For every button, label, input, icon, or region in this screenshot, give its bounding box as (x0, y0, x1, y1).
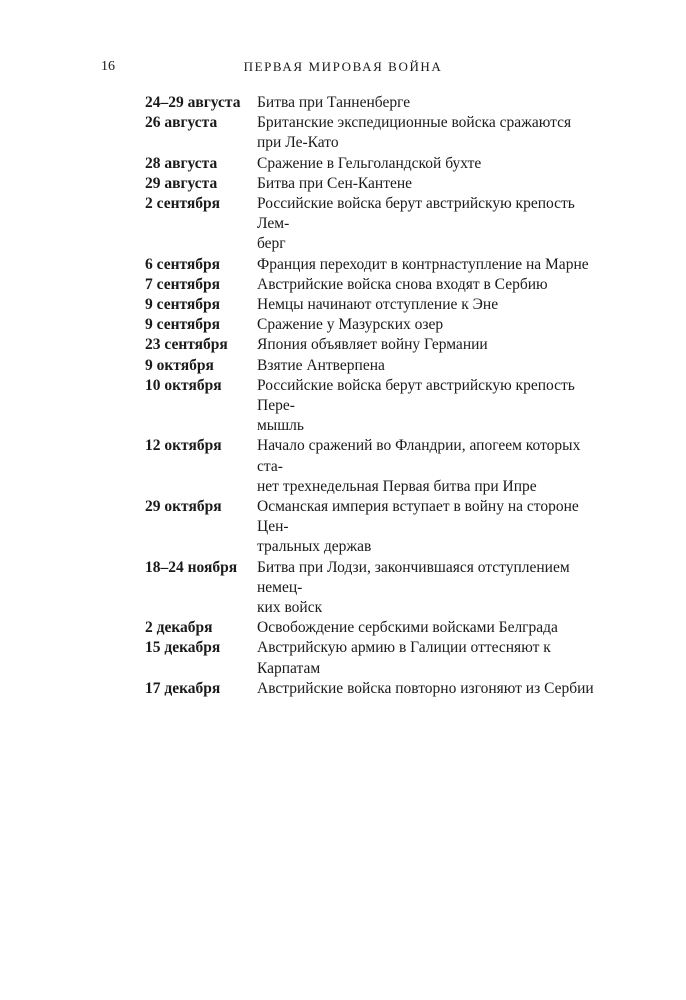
chronology-entry (145, 618, 605, 638)
entry-event: Битва при Лодзи, закончившаяся отступлением немец- ких войск (257, 558, 570, 617)
entry-event: Япония объявляет войну Германии (257, 336, 488, 354)
entry-event: Освобождение сербскими войсками Белграда (257, 619, 558, 637)
entry-date: 29 августа (145, 174, 218, 192)
entry-date: 23 сентября (145, 336, 228, 354)
entry-event: Битва при Танненберге (257, 94, 411, 111)
entry-date: 9 сентября (145, 316, 221, 334)
entry-date: 9 октября (145, 356, 214, 374)
chronology-entry (145, 275, 605, 295)
chronology-entry (145, 679, 605, 699)
chronology-list (145, 93, 605, 699)
chronology-entry (145, 356, 605, 376)
chronology-entry (145, 638, 605, 678)
entry-event: Немцы начинают отступление к Эне (257, 296, 499, 314)
entry-event: Австрийские войска снова входят в Сербию (257, 275, 548, 293)
chronology-entry (145, 295, 605, 315)
entry-date: 17 декабря (145, 679, 221, 697)
entry-date: 12 октября (145, 437, 222, 455)
entry-event: Битва при Сен-Кантене (257, 174, 413, 192)
page-number: 16 (101, 59, 115, 74)
running-title: ПЕРВАЯ МИРОВАЯ ВОЙНА (243, 59, 443, 74)
entry-event: Сражение у Мазурских озер (257, 316, 444, 334)
chronology-entry (145, 315, 605, 335)
entry-date: 24–29 августа (145, 94, 241, 111)
entry-event: Австрийские войска повторно изгоняют из Сербии (257, 679, 594, 697)
entry-date: 6 сентября (145, 255, 221, 273)
entry-event: Российские войска берут австрийскую крепость Лем- берг (257, 195, 575, 253)
chronology-entry (145, 113, 605, 153)
entry-date: 9 сентября (145, 296, 221, 314)
entry-event: Начало сражений во Фландрии, апогеем которых ста- нет трехнедельная Первая битва при Ипре (257, 437, 581, 495)
entry-event: Сражение в Гельголандской бухте (257, 154, 482, 172)
entry-event: Австрийскую армию в Галиции оттесняют к Карпатам (257, 639, 551, 677)
chronology-entry (145, 194, 605, 255)
entry-date: 7 сентября (145, 275, 221, 293)
entry-date: 2 сентября (145, 195, 221, 213)
entry-event: Британские экспедиционные войска сражаются при Ле-Като (257, 114, 572, 152)
entry-date: 10 октября (145, 376, 222, 394)
chronology-entry (145, 376, 605, 437)
chronology-entry (145, 335, 605, 355)
chronology-entry (145, 436, 605, 497)
entry-event: Российские войска берут австрийскую крепость Пере- мышль (257, 376, 575, 435)
entry-event: Османская империя вступает в войну на стороне Цен- тральных держав (257, 498, 579, 556)
chronology-entry (145, 93, 605, 113)
entry-date: 28 августа (145, 154, 218, 172)
chronology-entry (145, 174, 605, 194)
entry-event: Взятие Антверпена (257, 356, 385, 374)
entry-date: 18–24 ноября (145, 558, 238, 576)
entry-date: 29 октября (145, 498, 222, 516)
chronology-entry (145, 255, 605, 275)
entry-date: 26 августа (145, 114, 218, 132)
entry-date: 15 декабря (145, 639, 221, 657)
chronology-entry (145, 497, 605, 558)
chronology-entry (145, 558, 605, 619)
entry-date: 2 декабря (145, 619, 213, 637)
entry-event: Франция переходит в контрнаступление на Марне (257, 255, 589, 273)
chronology-entry (145, 154, 605, 174)
